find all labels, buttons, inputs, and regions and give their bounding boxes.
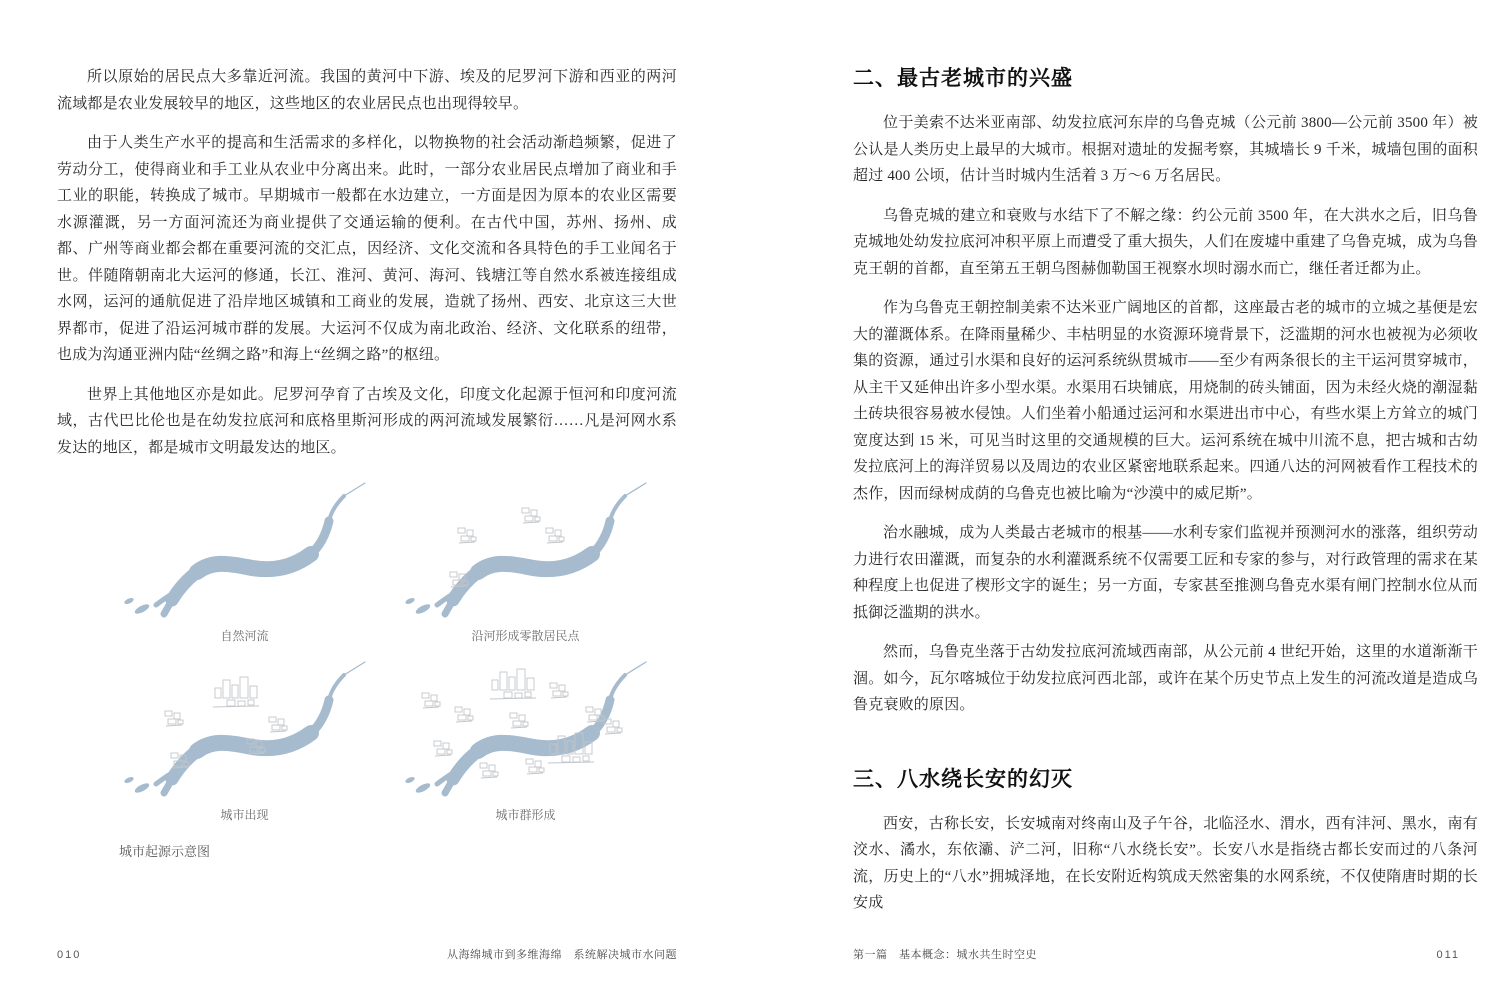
footer-page-number: 010 [57, 949, 82, 961]
page-left [0, 0, 748, 1004]
figure-panel-label: 城市群形成 [495, 808, 556, 822]
figure-grid [119, 475, 651, 823]
river-diagram-2 [400, 475, 651, 625]
figure-panel-label: 自然河流 [220, 629, 269, 643]
footer-right [853, 946, 1460, 962]
footer-left [57, 946, 677, 962]
paragraph: 所以原始的居民点大多靠近河流。我国的黄河中下游、埃及的尼罗河下游和西亚的两河流域都是农业发展较早的地区，这些地区的农业居民点也出现得较早。 [57, 69, 677, 112]
river-diagram-4 [400, 654, 651, 804]
figure-panel-natural-river [119, 475, 370, 644]
figure-panel-scattered-settlements [400, 475, 651, 644]
paragraph: 作为乌鲁克王朝控制美索不达米亚广阔地区的首都，这座最古老的城市的立城之基便是宏大的灌溉体系。在降雨量稀少、丰枯明显的水资源环境背景下，泛滥期的河水也被视为必须收集的资源，通过引水渠和良好的运河系统纵贯城市——至少有两条很长的主干运河贯穿城市，从主干又延伸出许多小型水渠。水渠用石块铺底，用烧制的砖头铺面，因为未经火烧的潮湿黏土砖块很容易被水侵蚀。人们坐着小船通过运河和水渠进出市中心，有些水渠上方耸立的城门宽度达到 15 米，可见当时这里的交通规模的巨大。运河系统在城中川流不息，把古城和古幼发拉底河上的海洋贸易以及周边的农业区紧密地联系起来。四通八达的河网被看作工程技术的杰作，因而绿树成荫的乌鲁克也被比喻为“沙漠中的威尼斯”。 [853, 300, 1478, 502]
section-heading-eight-rivers: 三、八水绕长安的幻灭 [853, 767, 1073, 791]
section-heading-oldest-cities: 二、最古老城市的兴盛 [853, 67, 1073, 90]
river-diagram-1 [119, 475, 370, 625]
figure-panel-city-cluster [400, 654, 651, 823]
paragraph: 西安，古称长安，长安城南对终南山及子午谷，北临泾水、渭水，西有沣河、黑水，南有洨水、潏水，东依灞、浐二河，旧称“八水绕长安”。长安八水是指绕古都长安而过的八条河流，历史上的“八水”拥城泽地，在长安附近构筑成天然密集的水网系统，不仅使隋唐时期的长安成 [853, 815, 1478, 911]
footer-chapter-title: 第一篇 基本概念：城水共生时空史 [853, 949, 1037, 961]
paragraph: 世界上其他地区亦是如此。尼罗河孕育了古埃及文化，印度文化起源于恒河和印度河流域，古代巴比伦也是在幼发拉底河和底格里斯河形成的两河流域发展繁衍……凡是河网水系发达的地区，都是城市文明最发达的地区。 [57, 386, 677, 456]
city-origin-figure [119, 475, 651, 860]
footer-book-title: 从海绵城市到多维海绵 系统解决城市水问题 [447, 949, 677, 961]
figure-caption: 城市起源示意图 [119, 844, 211, 859]
figure-panel-label: 城市出现 [220, 808, 269, 822]
figure-panel-city-appears [119, 654, 370, 823]
paragraph: 由于人类生产水平的提高和生活需求的多样化，以物换物的社会活动渐趋频繁，促进了劳动分工，使得商业和手工业从农业中分离出来。此时，一部分农业居民点增加了商业和手工业的职能，转换成了城市。早期城市一般都在水边建立，一方面是因为原本的农业区需要水源灌溉，另一方面河流还为商业提供了交通运输的便利。在古代中国，苏州、扬州、成都、广州等商业都会都在重要河流的交汇点，因经济、文化交流和各具特色的手工业闻名于世。伴随隋朝南北大运河的修通，长江、淮河、黄河、海河、钱塘江等自然水系被连接组成水网，运河的通航促进了沿岸地区城镇和工商业的发展，造就了扬州、西安、北京这三大世界都市，促进了沿运河城市群的发展。大运河不仅成为南北政治、经济、文化联系的纽带，也成为沟通亚洲内陆“丝绸之路”和海上“丝绸之路”的枢纽。 [57, 135, 677, 363]
paragraph: 然而，乌鲁克坐落于古幼发拉底河流域西南部，从公元前 4 世纪开始，这里的水道渐渐干涸。如今，瓦尔喀城位于幼发拉底河西北部，或许在某个历史节点上发生的河流改道是造成乌鲁克衰败的原因。 [853, 644, 1478, 713]
footer-page-number: 011 [1436, 949, 1460, 961]
page-right [748, 0, 1497, 1004]
paragraph: 乌鲁克城的建立和衰败与水结下了不解之缘：约公元前 3500 年，在大洪水之后，旧乌鲁克城地处幼发拉底河冲积平原上而遭受了重大损失，人们在废墟中重建了乌鲁克城，成为乌鲁克王朝的首都，直至第五王朝乌图赫伽勒国王视察水坝时溺水而亡，继任者迁都为止。 [853, 207, 1478, 277]
paragraph: 位于美索不达米亚南部、幼发拉底河东岸的乌鲁克城（公元前 3800—公元前 3500 年）被公认是人类历史上最早的大城市。根据对遗址的发掘考察，其城墙长 9 千米，城墙包围的面积超过 400 公顷，估计当时城内生活着 3 万～6 万名居民。 [853, 115, 1478, 184]
paragraph: 治水融城，成为人类最古老城市的根基——水利专家们监视并预测河水的涨落，组织劳动力进行农田灌溉，而复杂的水利灌溉系统不仅需要工匠和专家的参与，对行政管理的需求在某种程度上也促进了楔形文字的诞生；另一方面，专家甚至推测乌鲁克水渠有闸门控制水位从而抵御泛滥期的洪水。 [853, 525, 1478, 621]
figure-panel-label: 沿河形成零散居民点 [471, 629, 580, 643]
river-diagram-3 [119, 654, 370, 804]
